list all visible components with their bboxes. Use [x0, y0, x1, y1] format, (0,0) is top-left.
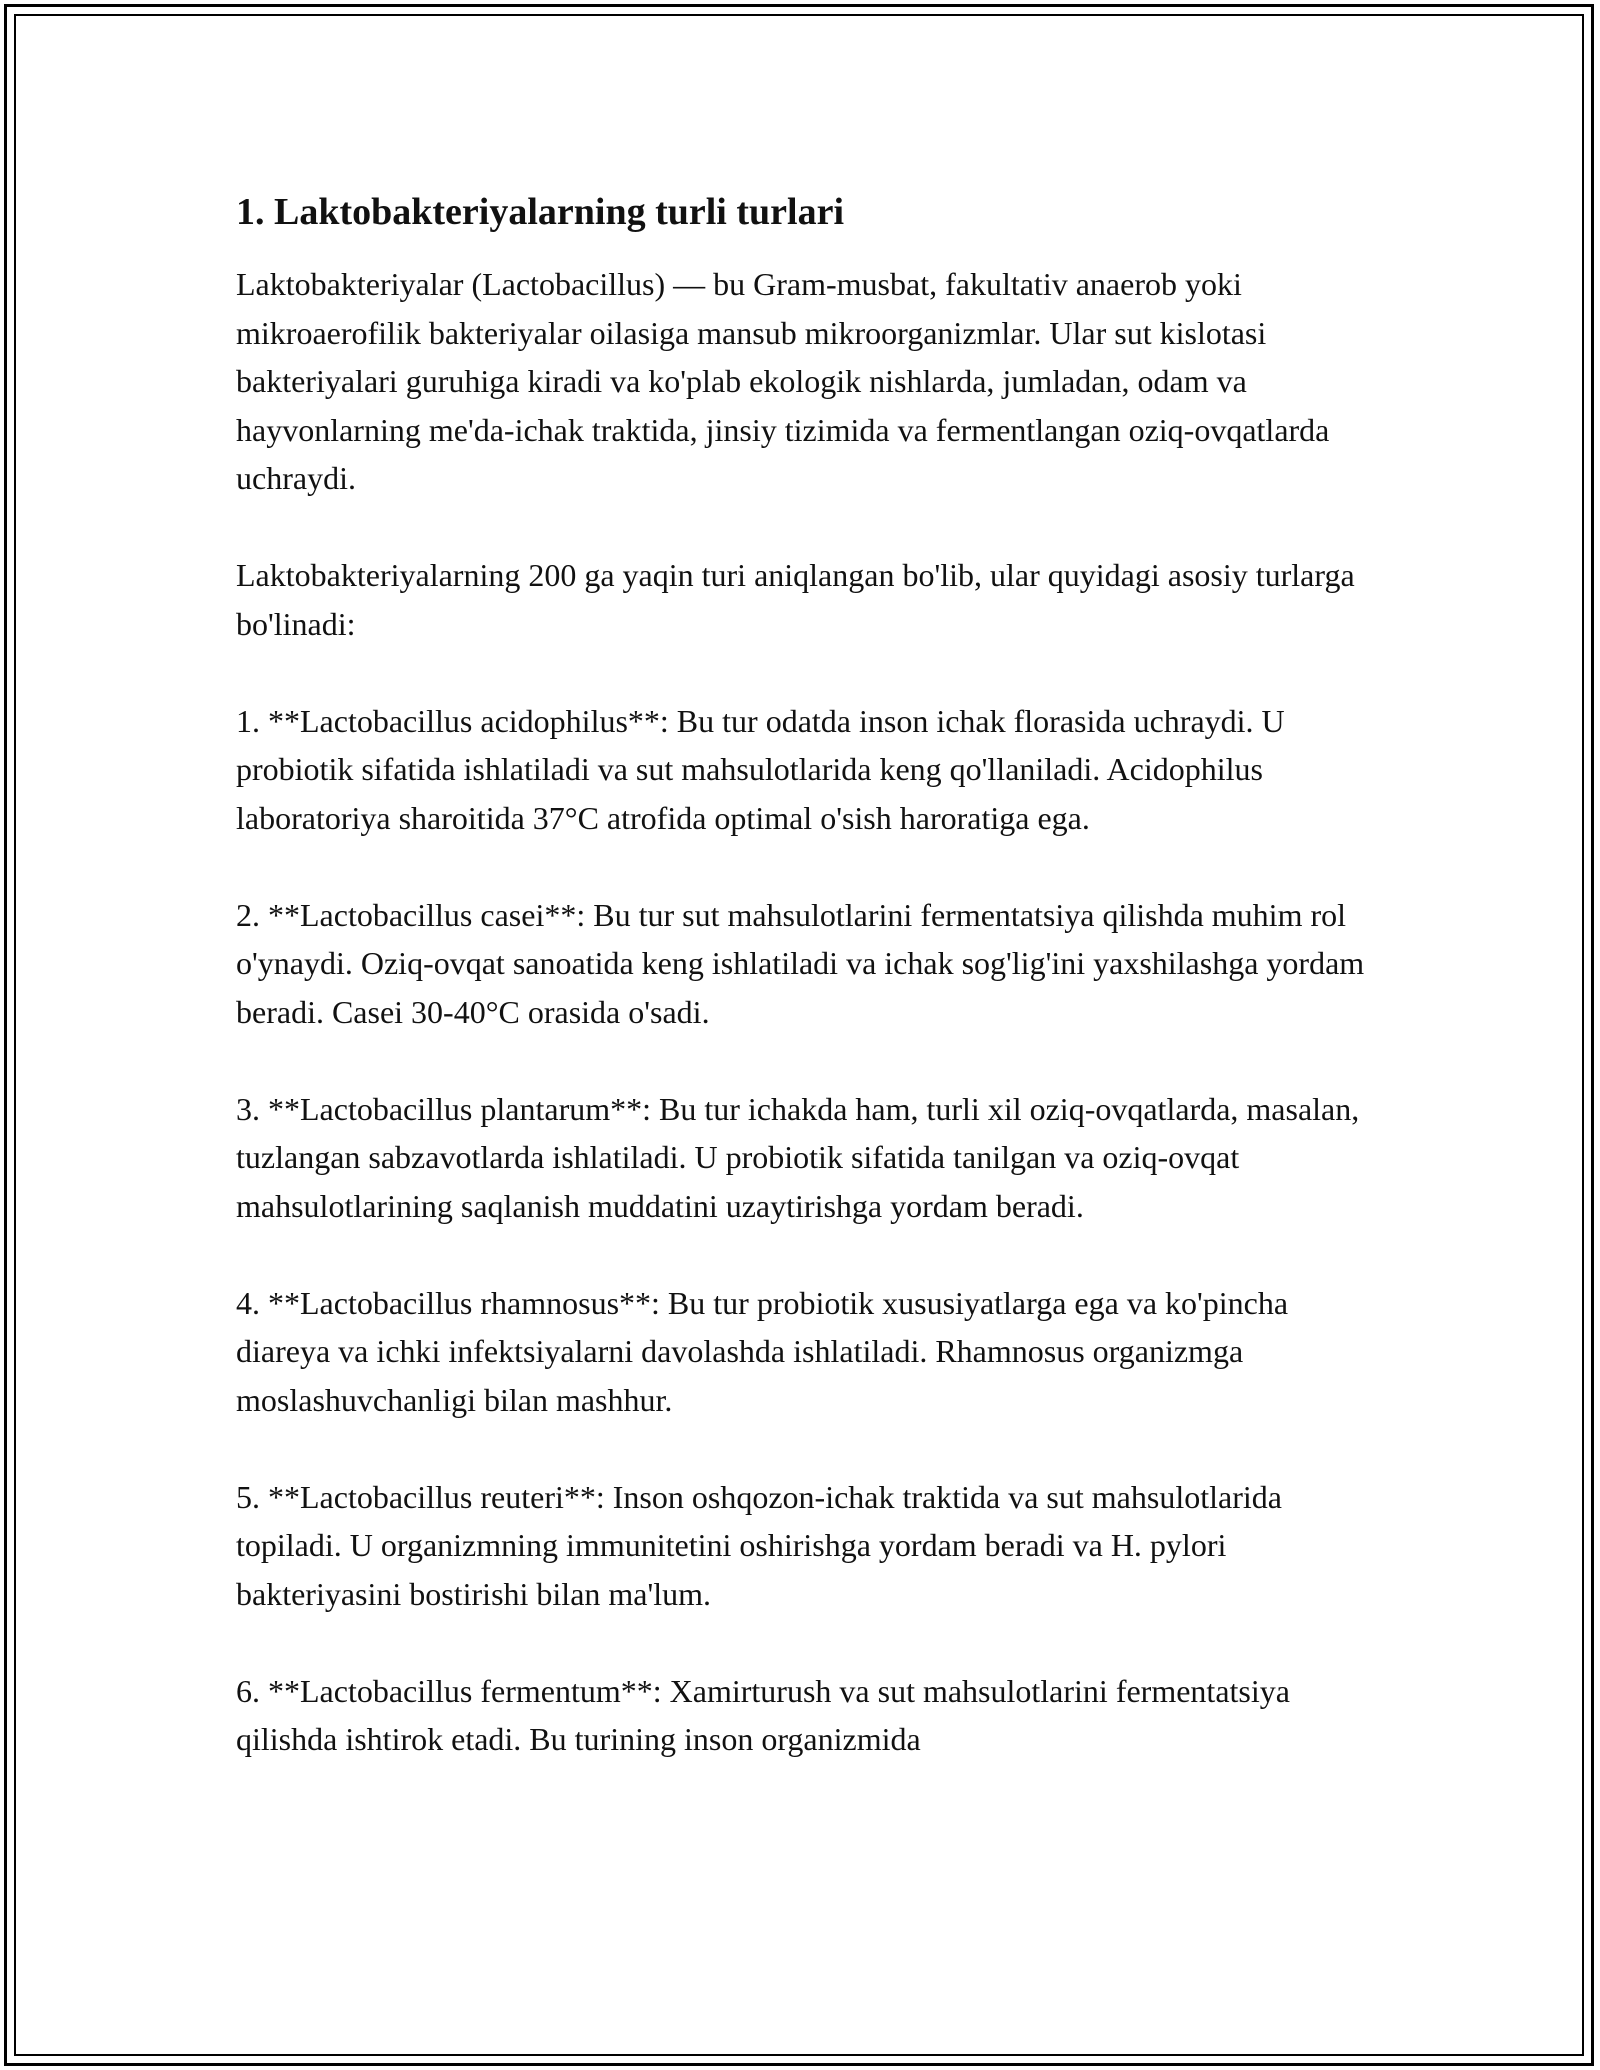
- section-title: 1. Laktobakteriyalarning turli turlari: [236, 191, 844, 233]
- paragraph-intro: Laktobakteriyalar (Lactobacillus) — bu Gram-musbat, fakultativ anaerob yoki mikroaerofilik bakteriyalar oilasiga mansub mikroorganizmlar. Ular sut kislotasi bakteriyalari guruhiga kiradi va ko'plab ekologik nishlarda, jumladan, odam va hayvonlarning me'da-ichak traktida, jinsiy tizimida va fermentlangan oziq-ovqatlarda uchraydi.: [236, 266, 1330, 496]
- list-item-reuteri: 5. **Lactobacillus reuteri**: Inson oshqozon-ichak traktida va sut mahsulotlarida topiladi. U organizmning immunitetini oshirishga yordam beradi va H. pylori bakteriyasini bostirishi bilan ma'lum.: [236, 1478, 1282, 1612]
- paragraph-overview: Laktobakteriyalarning 200 ga yaqin turi aniqlangan bo'lib, ular quyidagi asosiy turlarga bo'linadi:: [236, 557, 1355, 642]
- list-item-rhamnosus: 4. **Lactobacillus rhamnosus**: Bu tur probiotik xususiyatlarga ega va ko'pincha diareya va ichki infektsiyalarni davolashda ishlatiladi. Rhamnosus organizmga moslashuvchanligi bilan mashhur.: [236, 1284, 1289, 1418]
- list-item-plantarum: 3. **Lactobacillus plantarum**: Bu tur ichakda ham, turli xil oziq-ovqatlarda, masalan, tuzlangan sabzavotlarda ishlatiladi. U probiotik sifatida tanilgan va oziq-ovqat mahsulotlarining saqlanish muddatini uzaytirishga yordam beradi.: [236, 1090, 1360, 1224]
- list-item-acidophilus: 1. **Lactobacillus acidophilus**: Bu tur odatda inson ichak florasida uchraydi. U probiotik sifatida ishlatiladi va sut mahsulotlarida keng qo'llaniladi. Acidophilus laboratoriya sharoitida 37°C atrofida optimal o'sish haroratiga ega.: [236, 702, 1285, 836]
- list-item-fermentum: 6. **Lactobacillus fermentum**: Xamirturush va sut mahsulotlarini fermentatsiya qilishda ishtirok etadi. Bu turining inson organizmida: [236, 1672, 1290, 1757]
- document-body: [236, 186, 1376, 1812]
- list-item-casei: 2. **Lactobacillus casei**: Bu tur sut mahsulotlarini fermentatsiya qilishda muhim rol o'ynaydi. Oziq-ovqat sanoatida keng ishlatiladi va ichak sog'lig'ini yaxshilashga yordam beradi. Casei 30-40°C orasida o'sadi.: [236, 896, 1365, 1030]
